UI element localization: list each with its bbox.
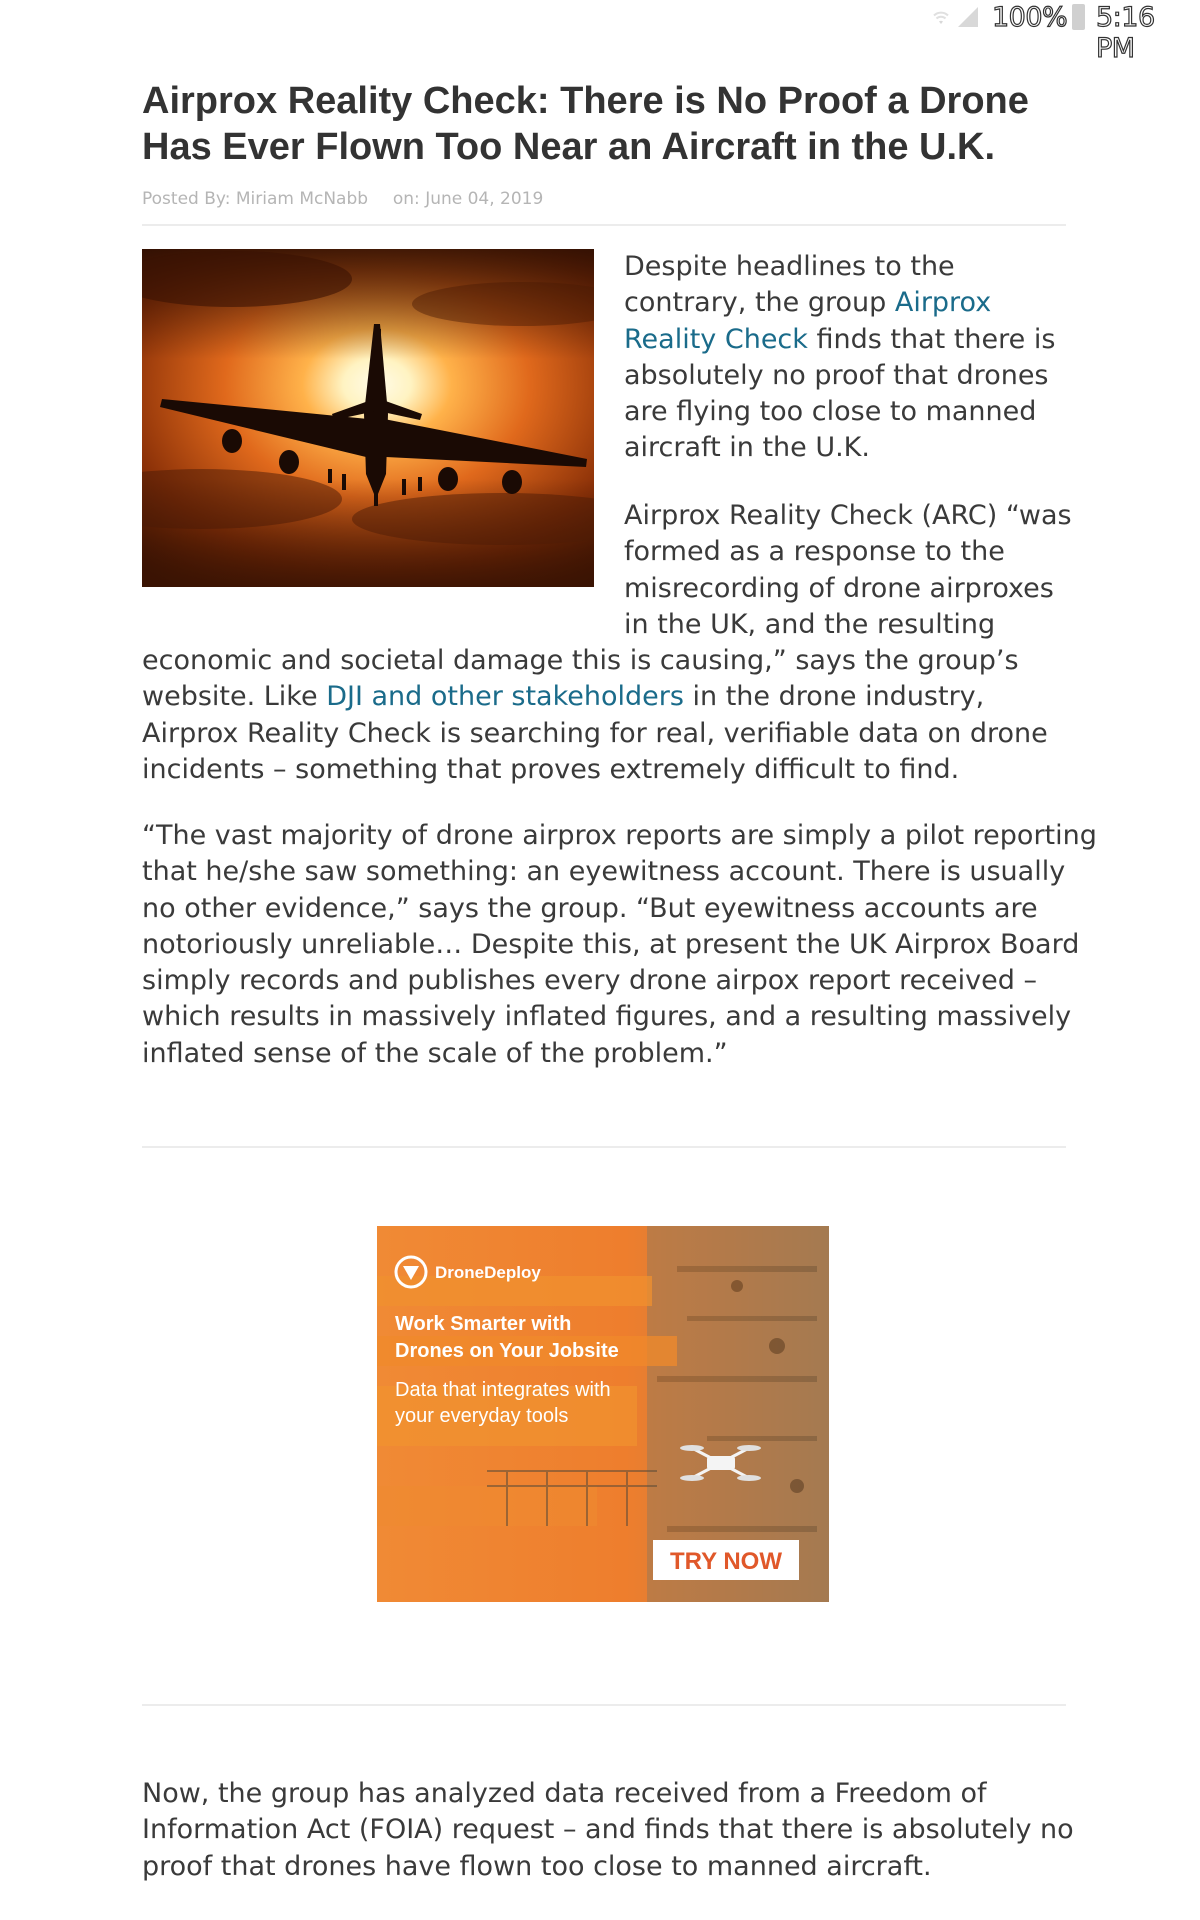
ad-headline-line1: Work Smarter with (395, 1313, 572, 1335)
ad-divider-top (142, 1146, 1066, 1148)
hero-image (142, 249, 594, 587)
airprox-reality-check-link-cont[interactable]: Reality Check (624, 323, 808, 355)
paragraph-line: Information Act (FOIA) request – and finds that there is absolutely no (142, 1814, 1074, 1846)
wifi-icon (930, 6, 952, 28)
paragraph-line: notoriously unreliable… Despite this, at present the UK Airprox Board (142, 928, 1080, 960)
article-paragraph-1 (624, 249, 1055, 467)
paragraph-line: aircraft in the U.K. (624, 432, 870, 464)
article-paragraph-3 (142, 818, 1097, 1072)
article-paragraph-2-bottom (142, 643, 1048, 788)
paragraph-line: which results in massively inflated figures, and a resulting massively (142, 1001, 1072, 1033)
battery-icon (1072, 4, 1085, 30)
airplane-sunset-image (142, 249, 594, 587)
try-now-label[interactable]: TRY NOW (670, 1548, 782, 1575)
battery-percent: 100% (992, 2, 1068, 33)
paragraph-line: proof that drones have flown too close to manned aircraft. (142, 1850, 932, 1882)
article-paragraph-2-top (624, 498, 1072, 643)
paragraph-text: in the drone industry, (683, 681, 985, 713)
ad-divider-bottom (142, 1704, 1066, 1706)
byline (142, 189, 543, 209)
paragraph-line: that he/she saw something: an eyewitness account. There is usually (142, 856, 1066, 888)
ad-headline-line2: Drones on Your Jobsite (395, 1340, 619, 1362)
paragraph-line: Now, the group has analyzed data received from a Freedom of (142, 1778, 987, 1809)
status-time: 5:16 PM (1096, 2, 1155, 64)
author-name[interactable]: Miriam McNabb (235, 189, 369, 209)
paragraph-line (624, 285, 1055, 321)
header-divider (142, 224, 1066, 226)
article-title: Airprox Reality Check: There is No Proof a Drone Has Ever Flown Too Near an Aircraft in the U.K. (142, 80, 1029, 168)
paragraph-line: are flying too close to manned (624, 396, 1037, 428)
paragraph-line: Despite headlines to the (624, 251, 955, 282)
paragraph-text: finds that there is (807, 323, 1056, 355)
paragraph-line: misrecording of drone airproxes (624, 572, 1054, 604)
dji-stakeholders-link[interactable]: DJI and other stakeholders (326, 681, 684, 713)
paragraph-line: absolutely no proof that drones (624, 359, 1049, 391)
paragraph-line: “The vast majority of drone airprox reports are simply a pilot reporting (142, 820, 1097, 851)
ad-sub-line2: your everyday tools (395, 1405, 569, 1427)
paragraph-line (624, 322, 1055, 358)
posted-by-label: Posted By: (142, 189, 231, 209)
paragraph-line: Airprox Reality Check (ARC) “was (624, 500, 1072, 531)
date-label: on: (392, 189, 420, 209)
status-bar (0, 0, 1200, 64)
try-now-button[interactable] (653, 1540, 799, 1580)
airprox-reality-check-link[interactable]: Airprox (894, 287, 992, 319)
paragraph-line: simply records and publishes every drone airpox report received – (142, 965, 1037, 997)
ad-banner-image (377, 1226, 829, 1602)
paragraph-line: inflated sense of the scale of the problem.” (142, 1037, 728, 1069)
paragraph-line: Airprox Reality Check is searching for real, verifiable data on drone (142, 717, 1048, 749)
paragraph-line: formed as a response to the (624, 536, 1005, 568)
article-paragraph-4 (142, 1776, 1074, 1885)
dronedeploy-ad[interactable] (377, 1226, 829, 1602)
paragraph-text: contrary, the group (624, 287, 895, 319)
paragraph-line (142, 679, 1048, 715)
publish-date: June 04, 2019 (425, 189, 544, 209)
signal-icon (956, 6, 980, 28)
ad-brand: DroneDeploy (435, 1263, 541, 1282)
ad-sub-line1: Data that integrates with (395, 1379, 611, 1401)
paragraph-line: no other evidence,” says the group. “But eyewitness accounts are (142, 892, 1038, 924)
paragraph-line: incidents – something that proves extremely difficult to find. (142, 753, 960, 785)
paragraph-line: economic and societal damage this is causing,” says the group’s (142, 645, 1019, 676)
paragraph-text: website. Like (142, 681, 327, 713)
paragraph-line: in the UK, and the resulting (624, 608, 996, 640)
